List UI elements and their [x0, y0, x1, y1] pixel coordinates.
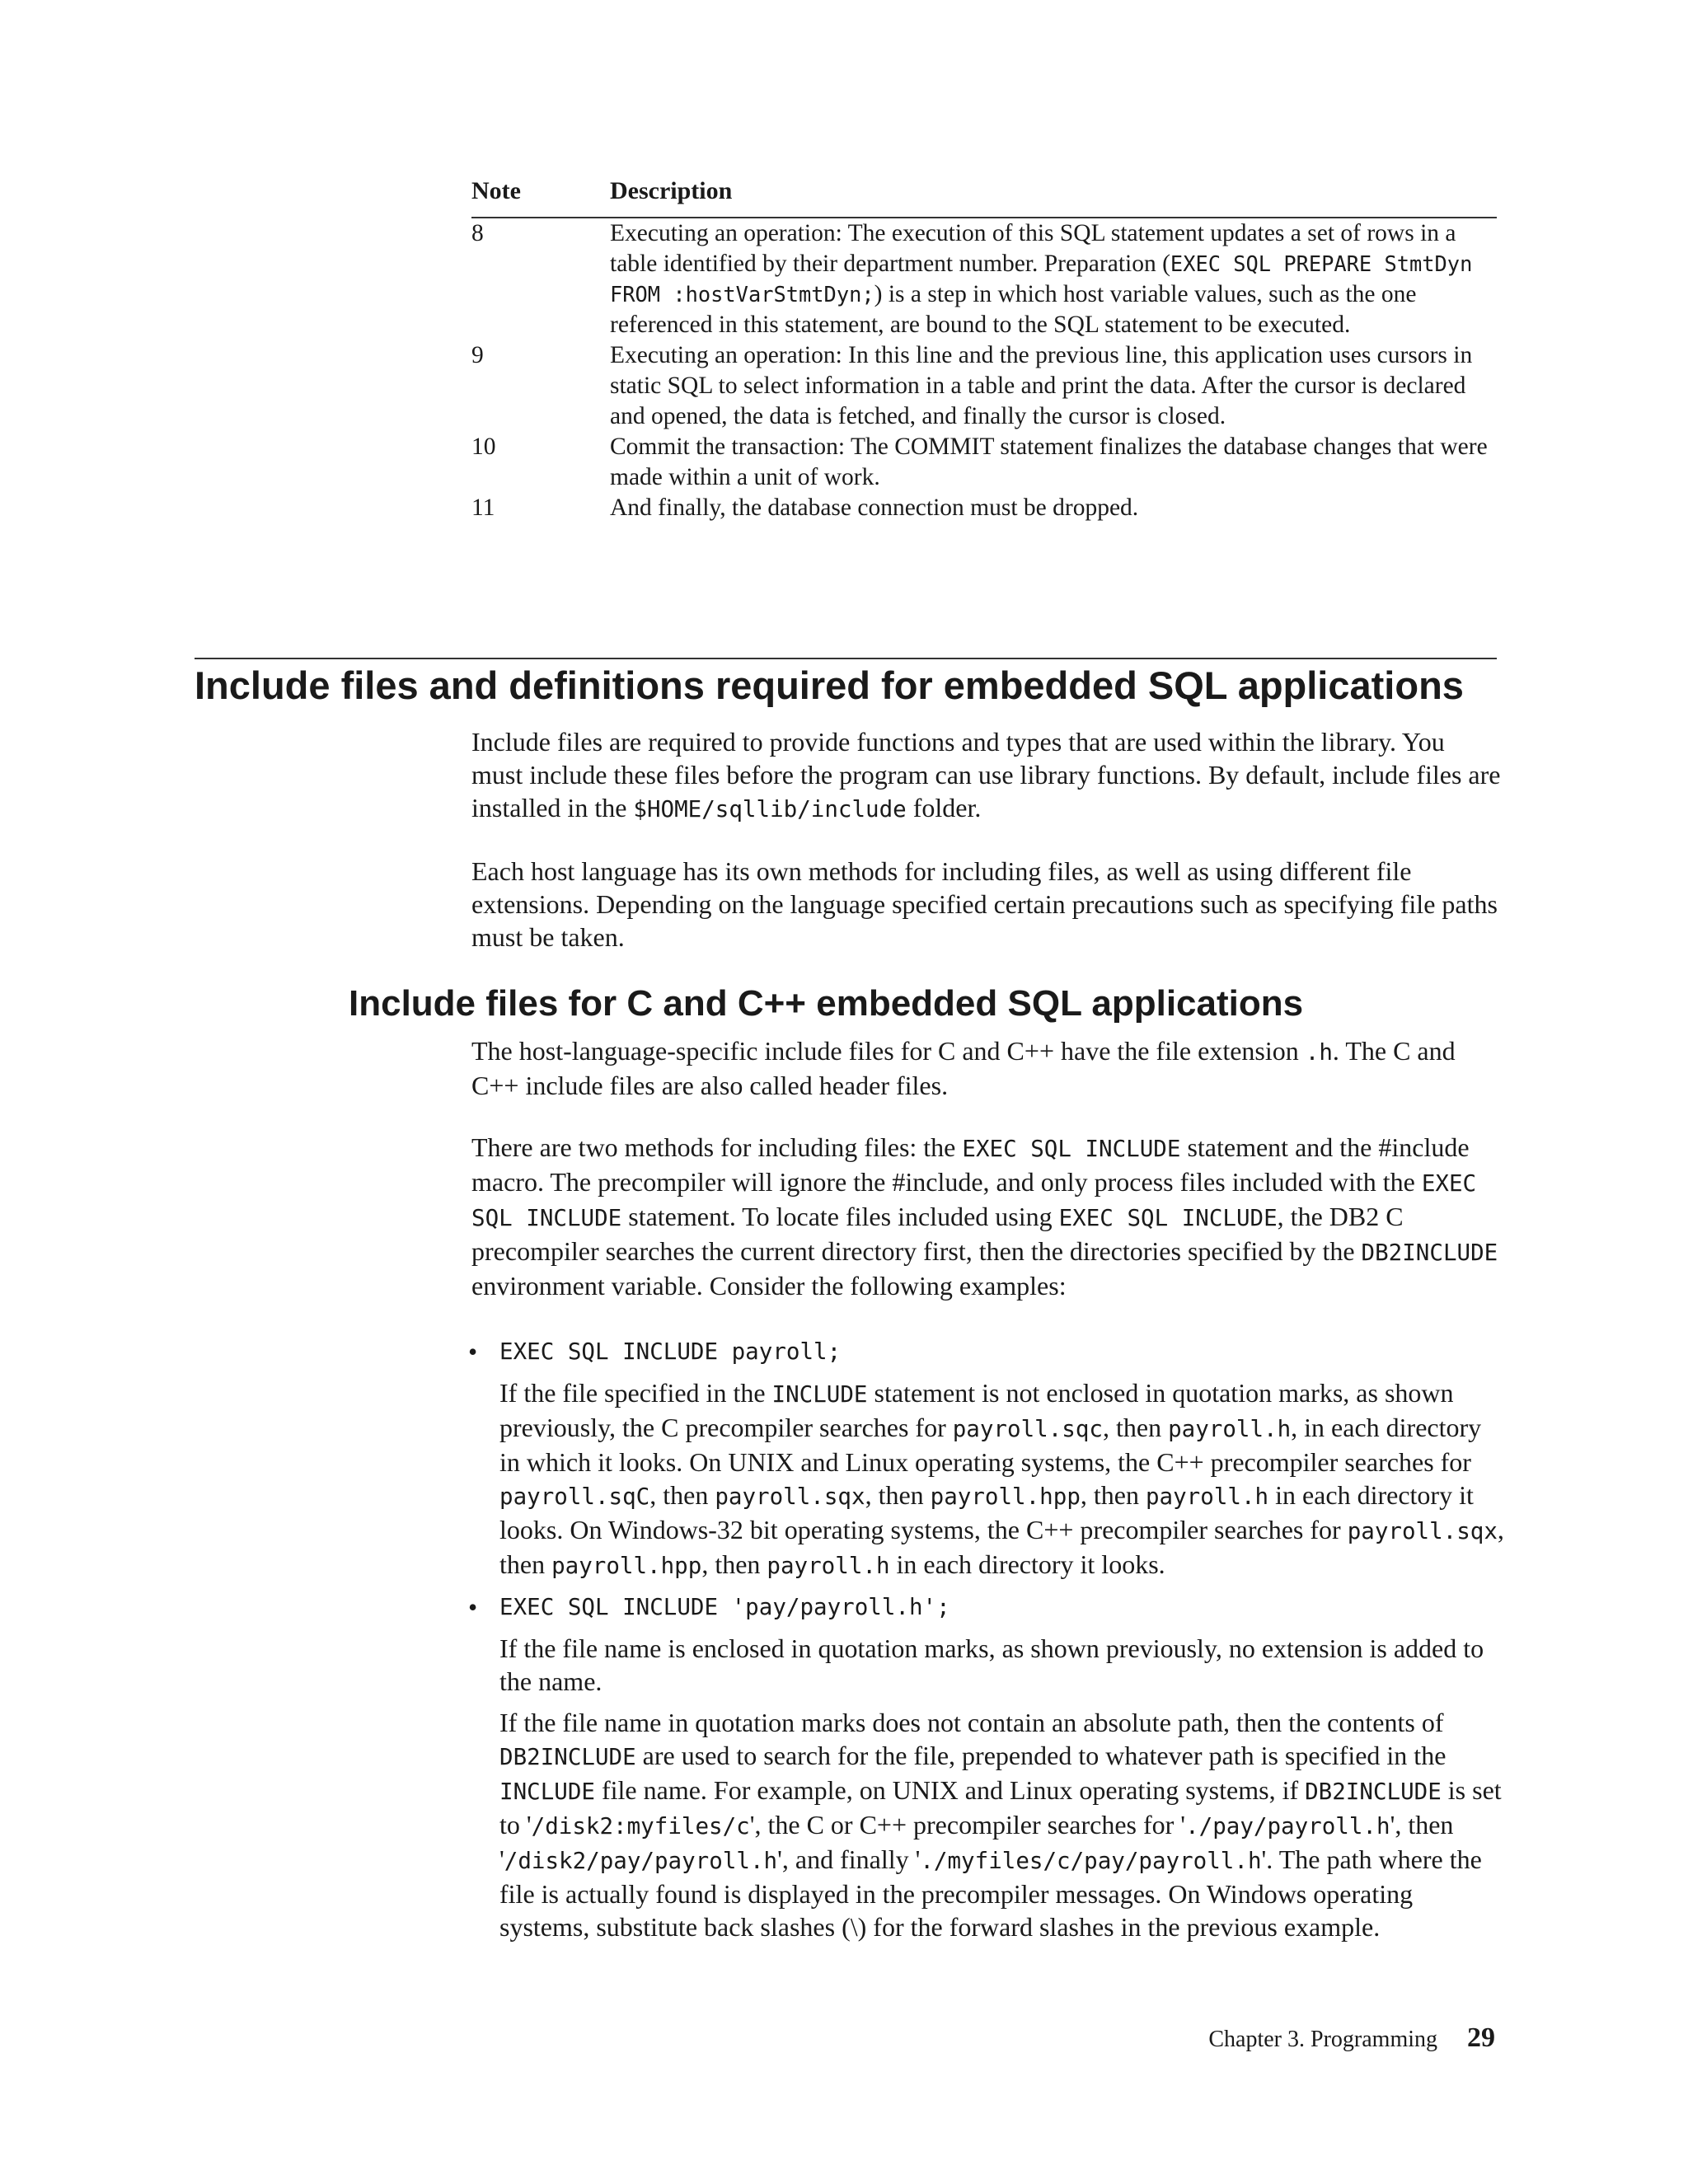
- note-description: [610, 432, 1497, 493]
- text-run: , then: [1102, 1413, 1169, 1442]
- inline-code: payroll.sqc: [952, 1416, 1103, 1442]
- text-run: , then: [865, 1480, 931, 1510]
- code-example: EXEC SQL INCLUDE 'pay/payroll.h';: [499, 1594, 950, 1620]
- text-run: statement is not enclosed in quotation marks, as shown previously, the C precompiler searches for: [499, 1378, 1454, 1442]
- text-run: Each host language has its own methods for including files, as well as using different file extensions. Depending on the language specified certain precautions such as specifying file paths must be taken.: [471, 856, 1498, 952]
- inline-code: ./myfiles/c/pay/payroll.h: [920, 1848, 1262, 1874]
- text-run: , then: [499, 1515, 1504, 1579]
- section2-paragraph-1: [471, 1034, 1502, 1102]
- text-run: folder.: [906, 793, 982, 823]
- inline-code: payroll.h: [767, 1553, 890, 1579]
- text-run: environment variable. Consider the following examples:: [471, 1271, 1067, 1301]
- inline-code: payroll.h: [1145, 1483, 1269, 1510]
- note-number: 8: [471, 220, 484, 246]
- inline-code: payroll.hpp: [551, 1553, 702, 1579]
- note-table-header: [471, 177, 1497, 218]
- inline-code: ./pay/payroll.h: [1185, 1813, 1390, 1840]
- inline-code: EXEC SQL PREPARE StmtDyn FROM :hostVarStmtDyn;: [610, 251, 1473, 307]
- text-run: statement and the #include macro. The precompiler will ignore the #include, and only process files included with the: [471, 1132, 1470, 1197]
- list-item-paragraph: [499, 1706, 1505, 1943]
- text-run: ', and finally ': [777, 1844, 921, 1874]
- text-run: ', then ': [499, 1810, 1454, 1874]
- include-examples-list: [458, 1335, 1505, 1943]
- inline-code: /disk2/pay/payroll.h: [504, 1848, 778, 1874]
- text-run: Executing an operation: In this line and the previous line, this application uses cursors in static SQL to select information in a table and print the data. After the cursor is declared and opened, the data is fetched, and finally the cursor is closed.: [610, 342, 1473, 429]
- section-heading: Include files and definitions required for embedded SQL applications: [195, 663, 1464, 707]
- inline-code: payroll.sqx: [715, 1483, 865, 1510]
- text-run: statement. To locate files included using: [621, 1202, 1059, 1231]
- text-run: If the file specified in the: [499, 1378, 772, 1408]
- text-run: , then: [649, 1480, 715, 1510]
- note-table: [471, 177, 1497, 523]
- bullet-icon: •: [468, 1337, 478, 1366]
- note-number: 9: [471, 342, 484, 368]
- text-run: If the file name is enclosed in quotation marks, as shown previously, no extension is added to the name.: [499, 1633, 1484, 1696]
- note-row: [471, 493, 1497, 523]
- header-description: Description: [610, 177, 733, 204]
- list-item-paragraph: [499, 1632, 1505, 1698]
- chapter-label: Chapter 3. Programming: [1208, 2027, 1437, 2052]
- inline-code: EXEC SQL INCLUDE: [1058, 1205, 1278, 1231]
- page-footer: [1208, 2022, 1495, 2054]
- text-run: The host-language-specific include files for C and C++ have the file extension: [471, 1036, 1306, 1066]
- inline-code: EXEC SQL INCLUDE: [471, 1170, 1477, 1231]
- note-number: 10: [471, 434, 496, 460]
- section1-paragraph-2: [471, 855, 1502, 954]
- inline-code: INCLUDE: [771, 1381, 868, 1408]
- text-run: , then: [1080, 1480, 1146, 1510]
- section2-paragraph-2: [471, 1131, 1502, 1302]
- text-run: There are two methods for including files: the: [471, 1132, 963, 1162]
- note-row: [471, 340, 1497, 432]
- list-item-paragraph: [499, 1376, 1505, 1582]
- text-run: Executing an operation: The execution of this SQL statement updates a set of rows in a table identified by their department number. Preparation (: [610, 220, 1456, 277]
- section1-paragraph-1: [471, 725, 1502, 826]
- text-run: file name. For example, on UNIX and Linux operating systems, if: [594, 1775, 1306, 1805]
- inline-code: payroll.hpp: [930, 1483, 1081, 1510]
- text-run: If the file name in quotation marks does not contain an absolute path, then the contents of: [499, 1708, 1444, 1737]
- text-run: And finally, the database connection must be dropped.: [610, 494, 1139, 521]
- inline-code: DB2INCLUDE: [499, 1744, 636, 1770]
- list-item: [458, 1335, 1505, 1582]
- text-run: Include files are required to provide functions and types that are used within the library. You must include these files before the program can use library functions. By default, include files are installed in the: [471, 727, 1501, 823]
- list-item: [458, 1591, 1505, 1943]
- text-run: , in each directory in which it looks. On UNIX and Linux operating systems, the C++ precompiler searches for: [499, 1413, 1482, 1477]
- note-row: [471, 432, 1497, 493]
- text-run: in each directory it looks. On Windows-32 bit operating systems, the C++ precompiler searches for: [499, 1480, 1474, 1544]
- text-run: ) is a step in which host variable values, such as the one referenced in this statement, are bound to the SQL statement to be executed.: [610, 281, 1417, 338]
- note-number: 11: [471, 494, 495, 521]
- note-row: [471, 218, 1497, 340]
- text-run: ', the C or C++ precompiler searches for ': [749, 1810, 1186, 1840]
- inline-code: /disk2:myfiles/c: [531, 1813, 750, 1840]
- inline-code: $HOME/sqllib/include: [633, 796, 907, 823]
- inline-code: payroll.h: [1168, 1416, 1292, 1442]
- subsection-heading: Include files for C and C++ embedded SQL applications: [349, 983, 1304, 1024]
- page-number: 29: [1467, 2022, 1495, 2053]
- note-description: [610, 493, 1497, 523]
- bullet-icon: •: [468, 1592, 478, 1622]
- text-run: are used to search for the file, prepended to whatever path is specified in the: [635, 1741, 1447, 1770]
- note-description: [610, 218, 1497, 340]
- text-run: , then: [701, 1549, 767, 1579]
- text-run: Commit the transaction: The COMMIT statement finalizes the database changes that were made within a unit of work.: [610, 434, 1488, 490]
- code-example: EXEC SQL INCLUDE payroll;: [499, 1338, 842, 1365]
- text-run: , the DB2 C precompiler searches the current directory first, then the directories specified by the: [471, 1202, 1404, 1266]
- text-run: '. The path where the file is actually found is displayed in the precompiler messages. On Windows operating systems, substitute back slashes (\) for the forward slashes in the previous example.: [499, 1844, 1482, 1942]
- inline-code: DB2INCLUDE: [1305, 1779, 1442, 1805]
- text-run: is set to ': [499, 1775, 1502, 1840]
- inline-code: DB2INCLUDE: [1361, 1240, 1498, 1266]
- inline-code: payroll.sqx: [1347, 1518, 1498, 1544]
- note-description: [610, 340, 1497, 432]
- text-run: . The C and C++ include files are also called header files.: [471, 1036, 1456, 1100]
- inline-code: INCLUDE: [499, 1779, 595, 1805]
- inline-code: payroll.sqC: [499, 1483, 650, 1510]
- header-note: Note: [471, 177, 521, 204]
- inline-code: .h: [1305, 1039, 1333, 1066]
- text-run: in each directory it looks.: [889, 1549, 1165, 1579]
- inline-code: EXEC SQL INCLUDE: [962, 1136, 1181, 1162]
